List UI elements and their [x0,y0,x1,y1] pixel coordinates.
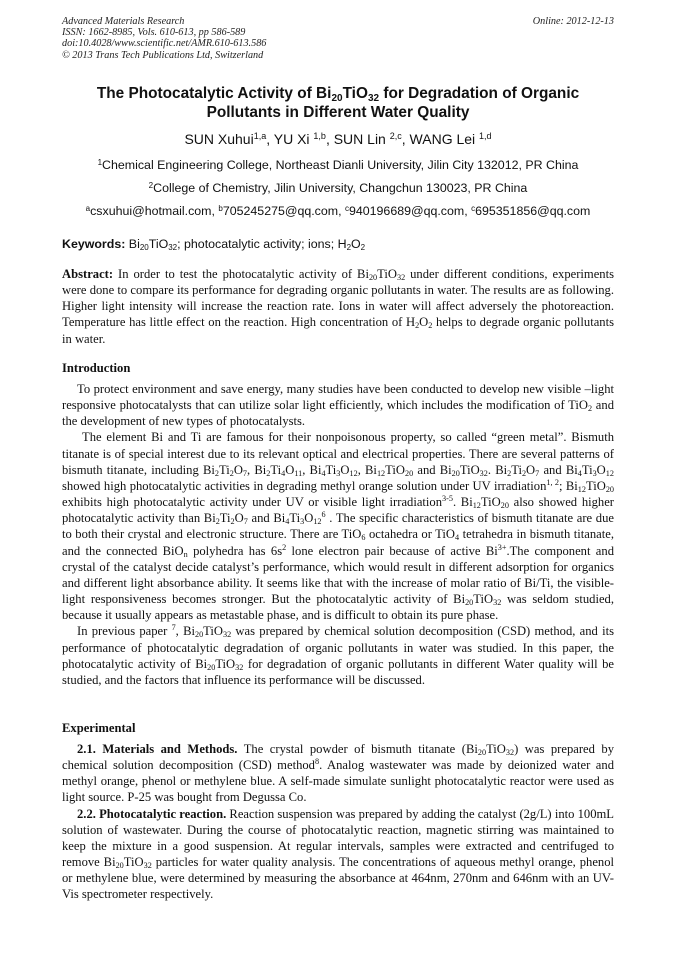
keywords: Keywords: $Bi_{20}TiO_{32}$; photocatalytic activity; ions; $H_2O_2$ [62,237,366,252]
journal-name: Advanced Materials Research [62,16,185,27]
section-2-2: 2.2. Photocatalytic reaction. Reaction suspension was prepared by adding the catalyst (2g/L) into 100mL solution of wastewater. During the course of photocatalytic reaction, magnetic stirring was maintained to keep the mixture in a good suspension. At regular intervals, samples were extracted and centrifuged to remove $Bi_{20}TiO_{32}$ particles for water quality analysis. The concentrations of aqueous methyl orange, phenol or methylene blue, were determined by measuring the absorbance at 464nm, 270nm and 646nm with an UV-Vis spectrometer respectively. [62,806,614,902]
section-2-1: 2.1. Materials and Methods. The crystal powder of bismuth titanate $(Bi_{20}TiO_{32})$ was prepared by chemical solution decomposition (CSD) method$^8$. Analog wastewater was made by deionized water and methyl orange, phenol or methylene blue. A self-made simulate sunlight photocatalytic reactor were used as light source. P-25 was bought from Degussa Co. [62,742,615,805]
experimental-heading: Experimental [62,721,136,735]
issn: ISSN: 1662-8985, Vols. 610-613, pp 586-589 [62,27,246,39]
intro-paragraph-2: The element Bi and Ti are famous for their nonpoisonous property, so called “green metal”. Bismuth titanate is of special interest due to its relevant optical and electrical properties. There are several patterns of bismuth titanate, including $Bi_2Ti_2O_7$, $Bi_2Ti_4O_{11}$, $Bi_4Ti_3O_{12}$, $Bi_{12}TiO_{20}$ and $Bi_{20}TiO_{32}$. $Bi_2Ti_2O_7$ and $Bi_4Ti_3O_{12}$ showed high photocatalytic activities in degrading methyl orange solution under UV irradiation$^{1, 2}$; $Bi_{12}TiO_{20}$ exhibits high photocatalytic activity under UV or visible light irradiation$^{3-5}$. $Bi_{12}TiO_{20}$ also showed higher photocatalytic activity than $Bi_2Ti_2O_7$ and $Bi_4Ti_3O_{12}^6$ . The specific characteristics of bismuth titanate are due to both their crystal and electronic structure. There are TiO$_6$ octahedra or TiO$_4$ tetrahedra in bismuth titanate, and the connected BiO$_n$ polyhedra has $6s^2$ lone electron pair because of active $Bi^{3+}.The$ component and crystal of the catalyst decide catalyst’s performance, which would result in different adsorption for organics and different light absorbance ability. It seems like that with the increase of molar ratio of Bi/Ti, the visible-light responsiveness becomes stronger. But the photocatalytic activity of $Bi_{20}TiO_{32}$ was seldom studied, because it usually appears as metastable phase, and is difficult to obtain its pure phase. [62,430,615,623]
author-list: SUN Xuhui$^{1,a}$, YU Xi $^{1,b}$, SUN Lin $^{2,c}$, WANG Lei $^{1,d}$ [184,131,492,147]
paper-title: The Photocatalytic Activity of $Bi_{20}TiO_{32}$ for Degradation of Organic Pollutants in Different Water Quality [96,85,580,121]
experimental-body [62,741,614,903]
copyright: © 2013 Trans Tech Publications Ltd, Switzerland [62,49,264,61]
abstract: Abstract: In order to test the photocatalytic activity of $Bi_{20}TiO_{32}$ under different conditions, experiments were done to compare its performance for degrading organic pollutants in water. The results are as following. Higher light intensity will increase the reaction rate. Ions in water will affect adversely the photoreaction. Temperature has little effect on the reaction. High concentration of $H_2O_2$ helps to degrade organic pollutants in water. [62,267,614,346]
introduction-heading: Introduction [62,361,131,375]
doi: doi:10.4028/www.scientific.net/AMR.610-613.586 [62,38,267,50]
affiliation-1: $^1$Chemical Engineering College, Northeast Dianli University, Jilin City 132012, PR China [97,158,579,172]
introduction-body [62,381,614,688]
journal-header [62,16,614,61]
online-date: Online: 2012-12-13 [532,16,614,27]
intro-paragraph-1: To protect environment and save energy, many studies have been conducted to develop new visible –light responsive photocatalysts that can utilize solar light efficiently, which includes the modification of TiO$_2$ and the development of new types of photocatalysts. [62,382,614,429]
intro-paragraph-3: In previous paper $^7$, $Bi_{20}TiO_{32}$ was prepared by chemical solution decomposition (CSD) method, and its performance of photocatalytic degradation of organic pollutants in water was studied. In this paper, the photocatalytic activity of $Bi_{20}TiO_{32}$ for degradation of organic pollutants in different Water quality will be studied, and the factors that influence its performance will be discussed. [62,623,614,687]
author-emails: $^a$csxuhui@hotmail.com, $^b$705245275@qq.com, $^c$940196689@qq.com, $^c$695351856@qq.com [85,204,591,218]
affiliation-2: $^2$College of Chemistry, Jilin University, Changchun 130023, PR China [148,181,528,195]
